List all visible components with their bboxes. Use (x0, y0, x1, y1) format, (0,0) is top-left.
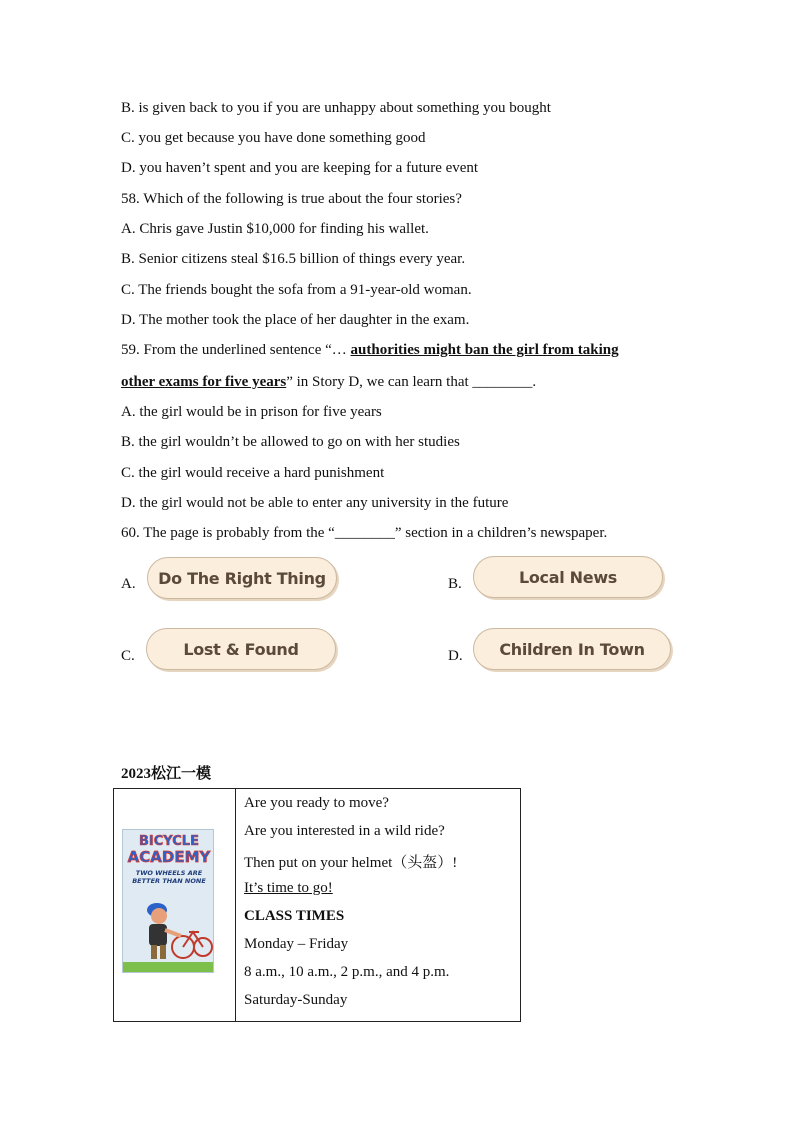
q59-prefix: 59. From the underlined sentence “… (121, 342, 351, 358)
ad-table-divider (235, 789, 236, 1021)
q59-underlined-text-2: other exams for five years (121, 374, 287, 390)
bicycle-academy-poster (122, 829, 214, 973)
poster-title-2: ACADEMY (127, 848, 211, 866)
q57-option-c: C. you get because you have done something good (121, 130, 426, 146)
ad-table (113, 788, 521, 1022)
q58-stem: 58. Which of the following is true about the four stories? (121, 191, 462, 207)
ad-line-weekdays: Monday – Friday (244, 936, 349, 952)
q59-option-b: B. the girl wouldn’t be allowed to go on with her studies (121, 434, 460, 450)
q59-option-d: D. the girl would not be able to enter any university in the future (121, 495, 509, 511)
section-title: 2023松江一模 (121, 766, 212, 782)
ad-line-wild-ride: Are you interested in a wild ride? (244, 823, 445, 839)
q60-option-d-letter: D. (448, 648, 463, 664)
q58-option-c: C. The friends bought the sofa from a 91-year-old woman. (121, 282, 472, 298)
q60-option-a-letter: A. (121, 576, 136, 592)
q59-option-a: A. the girl would be in prison for five years (121, 404, 382, 420)
q60-option-a-label: Do The Right Thing (147, 557, 337, 599)
ad-line-time-to-go: It’s time to go! (244, 880, 333, 896)
poster-title-1: BICYCLE (139, 834, 199, 849)
poster-illustration (123, 830, 214, 973)
q59-underlined-text-1: authorities might ban the girl from taking (350, 342, 619, 358)
ad-heading-class-times: CLASS TIMES (244, 908, 345, 924)
q58-option-b: B. Senior citizens steal $16.5 billion of things every year. (121, 251, 466, 267)
q60-option-d-label: Children In Town (473, 628, 671, 670)
ad-line-helmet: Then put on your helmet（头盔）! (244, 855, 458, 871)
ad-line-ready: Are you ready to move? (244, 795, 389, 811)
poster-tagline-1: TWO WHEELS ARE (135, 869, 203, 877)
q58-option-d: D. The mother took the place of her daughter in the exam. (121, 312, 470, 328)
q60-option-c-label: Lost & Found (146, 628, 336, 670)
q59-suffix: ” in Story D, we can learn that ________. (286, 374, 537, 390)
poster-tagline-2: BETTER THAN NONE (132, 877, 206, 885)
q58-option-a: A. Chris gave Justin $10,000 for finding his wallet. (121, 221, 429, 237)
q57-option-b: B. is given back to you if you are unhappy about something you bought (121, 100, 551, 116)
q59-stem-line1 (121, 341, 619, 359)
q60-option-b-label: Local News (473, 556, 663, 598)
q60-stem: 60. The page is probably from the “________” section in a children’s newspaper. (121, 525, 608, 541)
q60-option-c-letter: C. (121, 648, 135, 664)
ad-line-weekday-times: 8 a.m., 10 a.m., 2 p.m., and 4 p.m. (244, 964, 450, 980)
q57-option-d: D. you haven’t spent and you are keeping for a future event (121, 160, 479, 176)
q59-stem-line2 (121, 373, 536, 391)
ad-line-weekend: Saturday-Sunday (244, 992, 348, 1008)
q59-option-c: C. the girl would receive a hard punishment (121, 465, 385, 481)
q60-option-b-letter: B. (448, 576, 462, 592)
